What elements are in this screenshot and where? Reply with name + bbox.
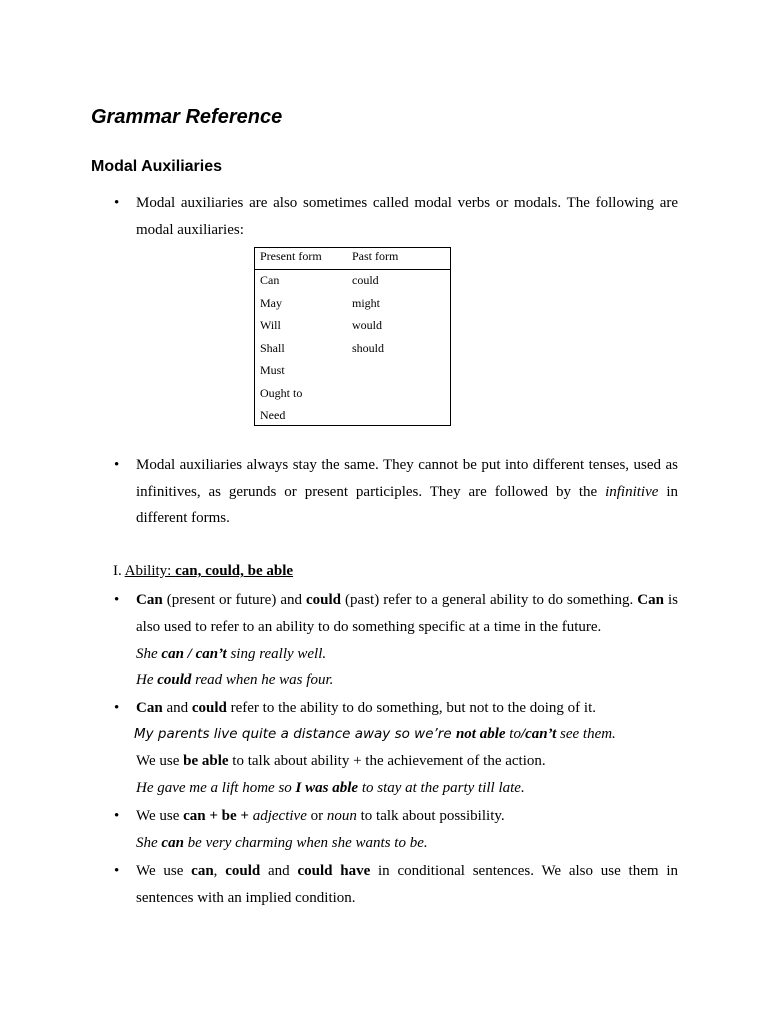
page-title: Grammar Reference bbox=[91, 106, 283, 128]
text-run: refer to the ability to do something, but not to the doing of it. bbox=[226, 700, 596, 716]
past-cell: could bbox=[352, 273, 379, 287]
text-run: or bbox=[306, 808, 327, 824]
text-run: see them. bbox=[556, 726, 616, 742]
example-sentence bbox=[136, 830, 678, 856]
text-run: to talk about possibility. bbox=[356, 808, 505, 824]
text-run: She bbox=[136, 646, 162, 662]
table-header bbox=[255, 248, 450, 270]
text-run: My parents live quite a distance away so we’re bbox=[134, 726, 456, 742]
text-run: is also used to refer to an ability to do something specific at a time in the future. bbox=[136, 592, 678, 635]
bullet-marker: • bbox=[114, 863, 120, 879]
present-cell: Ought to bbox=[260, 385, 303, 400]
keyword: /can’t bbox=[520, 726, 557, 742]
keyword: could bbox=[225, 863, 261, 879]
bullet-marker: • bbox=[114, 808, 120, 824]
present-cell: Need bbox=[260, 408, 286, 422]
emphasis: adjective bbox=[252, 808, 307, 824]
text-run: Modal auxiliaries always stay the same. They cannot be put into different tenses, used as infinitives, as gerunds or present participles. They are followed by the bbox=[136, 457, 678, 500]
text-run: be very charming when she wants to be. bbox=[183, 835, 428, 851]
text-run: to stay at the party till late. bbox=[358, 780, 525, 796]
keyword: can bbox=[161, 835, 184, 851]
bullet-marker: • bbox=[114, 195, 120, 211]
table-row bbox=[255, 360, 450, 383]
table-row bbox=[255, 293, 450, 316]
past-cell: should bbox=[352, 340, 385, 355]
past-cell: would bbox=[352, 318, 382, 332]
table-row bbox=[255, 338, 450, 361]
table-body bbox=[255, 270, 450, 428]
table-row bbox=[255, 383, 450, 406]
text-run: in conditional sentences. We also use them in bbox=[370, 863, 678, 879]
ability-section-title bbox=[113, 558, 293, 584]
conditional-paragraph bbox=[136, 858, 678, 884]
text-run: and bbox=[260, 863, 298, 879]
example-sentence bbox=[136, 667, 678, 693]
section-keywords: can, could, be able bbox=[175, 563, 294, 579]
header-present-form: Present form bbox=[260, 249, 322, 263]
example-sentence bbox=[136, 775, 678, 801]
text-run: read when he was four. bbox=[191, 672, 334, 688]
text-run: to talk about ability + the achievement of the action. bbox=[228, 753, 546, 769]
text-run: He bbox=[136, 672, 158, 688]
table-row bbox=[255, 405, 450, 428]
keyword: could bbox=[191, 700, 227, 716]
section-number: I. bbox=[113, 563, 125, 579]
text-run: He gave me a lift home so bbox=[136, 780, 296, 796]
intro-paragraph: Modal auxiliaries are also sometimes called modal verbs or modals. The following are modal auxiliaries: bbox=[136, 195, 678, 238]
text-run: (present or future) and bbox=[162, 592, 307, 608]
keyword: I was able bbox=[295, 780, 359, 796]
example-sentence bbox=[136, 641, 678, 667]
text-run: in different forms. bbox=[136, 483, 678, 526]
can-could-paragraph bbox=[136, 587, 678, 640]
present-cell: Must bbox=[260, 363, 285, 377]
keyword: could bbox=[157, 672, 192, 688]
keyword: could bbox=[306, 592, 342, 608]
present-cell: Can bbox=[260, 273, 280, 287]
header-past-form: Past form bbox=[352, 249, 399, 263]
keyword: not able bbox=[455, 726, 506, 742]
modal-forms-table bbox=[254, 247, 451, 426]
table-row bbox=[255, 270, 450, 293]
keyword: be able bbox=[183, 753, 229, 769]
emphasis: noun bbox=[326, 808, 357, 824]
keyword: could have bbox=[297, 863, 371, 879]
past-cell: might bbox=[352, 295, 381, 310]
keyword: Can bbox=[136, 592, 163, 608]
section-label: Ability: bbox=[124, 563, 176, 579]
text-run: to bbox=[505, 726, 521, 742]
table-row bbox=[255, 315, 450, 338]
text-run: (past) refer to a general ability to do something. bbox=[341, 592, 638, 608]
emphasis: infinitive bbox=[605, 483, 659, 500]
bullet-marker: • bbox=[114, 700, 120, 716]
present-cell: May bbox=[260, 295, 282, 310]
text-run: sing really well. bbox=[226, 646, 327, 662]
keyword: Can bbox=[136, 700, 163, 716]
section-heading: Modal Auxiliaries bbox=[91, 158, 222, 175]
text-run: We use bbox=[136, 863, 192, 879]
keyword: can bbox=[191, 863, 214, 879]
conditional-paragraph-line-2: sentences with an implied condition. bbox=[136, 890, 356, 906]
text-run: and bbox=[162, 700, 192, 716]
keyword: can + be + bbox=[183, 808, 249, 824]
text-run: We use bbox=[136, 808, 184, 824]
text-run: We use bbox=[136, 753, 184, 769]
present-cell: Will bbox=[260, 318, 281, 332]
ability-paragraph bbox=[136, 695, 678, 721]
keyword: Can bbox=[637, 592, 664, 608]
example-sentence bbox=[134, 721, 676, 747]
be-able-explanation bbox=[136, 748, 678, 774]
bullet-marker: • bbox=[114, 457, 120, 473]
text-run: She bbox=[136, 835, 162, 851]
section-label-underlined bbox=[125, 563, 293, 579]
possibility-paragraph bbox=[136, 803, 678, 829]
bullet-marker: • bbox=[114, 592, 120, 608]
present-cell: Shall bbox=[260, 340, 285, 355]
text-run: , bbox=[213, 863, 226, 879]
invariance-paragraph bbox=[136, 452, 678, 532]
keyword: can / can’t bbox=[161, 646, 227, 662]
